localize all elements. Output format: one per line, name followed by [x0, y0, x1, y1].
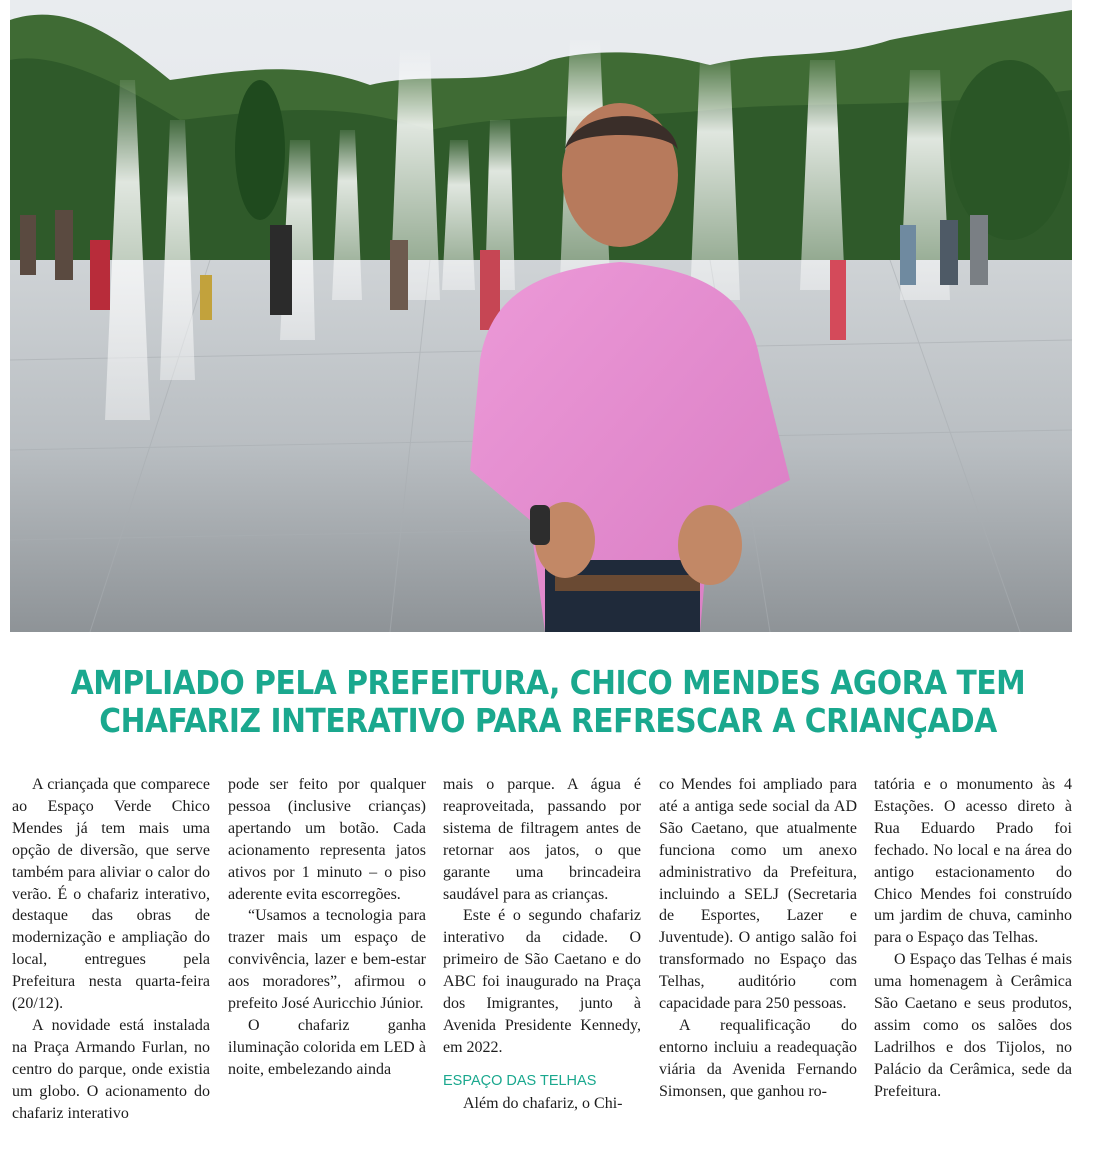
paragraph: Além do chafariz, o Chi-	[463, 1094, 623, 1112]
paragraph: O chafariz ganha iluminação colorida em LED à noite, embelezando ainda	[228, 1016, 426, 1078]
text-column-3	[443, 774, 641, 1115]
paragraph: tatória e o monumento às 4 Estações. O acesso direto à Rua Eduardo Prado foi fechado. No local e na área do antigo estacionamento do Chico Mendes foi construído um jardim de chuva, caminho para o Espaço das Telhas.	[874, 776, 1072, 947]
paragraph: O Espaço das Telhas é mais uma homenagem à Cerâmica São Caetano e seus produtos, assim como os salões dos Ladrilhos e dos Tijolos, no Palácio da Cerâmica, sede da Prefeitura.	[874, 951, 1072, 1100]
paragraph: “Usamos a tecnologia para trazer mais um espaço de convivência, lazer e bem-estar aos moradores”, afirmou o prefeito José Auricchio Júnior.	[228, 907, 426, 1013]
text-column-4	[659, 774, 857, 1103]
text-column-5	[874, 774, 1072, 1103]
section-subheading: ESPAÇO DAS TELHAS	[443, 1072, 597, 1089]
headline-line-1: AMPLIADO PELA PREFEITURA, CHICO MENDES AGORA TEM	[70, 663, 1026, 702]
paragraph: pode ser feito por qualquer pessoa (inclusive crianças) apertando um botão. Cada acionamento representa jatos ativos por 1 minuto – o piso aderente evita escorregões.	[228, 776, 426, 903]
text-column-2	[228, 774, 426, 1081]
paragraph: A criançada que comparece ao Espaço Verde Chico Mendes já tem mais uma opção de diversão, que serve também para aliviar o calor do verão. É o chafariz interativo, destaque das obras de modernização e ampliação do local, entregues pela Prefeitura nesta quarta-feira (20/12).	[12, 776, 210, 1013]
text-column-1	[12, 774, 210, 1125]
article-headline	[55, 664, 1041, 740]
paragraph: mais o parque. A água é reaproveitada, passando por sistema de filtragem antes de retornar aos jatos, o que garante uma brincadeira saudável para as crianças.	[443, 776, 641, 903]
paragraph: co Mendes foi ampliado para até a antiga sede social da AD São Caetano, que atualmente funciona como um anexo administrativo da Prefeitura, incluindo a SELJ (Secretaria de Esportes, Lazer e Juventude). O antigo salão foi transformado no Espaço das Telhas, auditório com capacidade para 250 pessoas.	[659, 776, 857, 1013]
headline-line-2: CHAFARIZ INTERATIVO PARA REFRESCAR A CRIANÇADA	[99, 701, 997, 740]
article-photo	[10, 0, 1072, 632]
paragraph: A novidade está instalada na Praça Armando Furlan, no centro do parque, onde existia um globo. O acionamento do chafariz interativo	[12, 1016, 210, 1122]
paragraph: Este é o segundo chafariz interativo da cidade. O primeiro de São Caetano e do ABC foi inaugurado na Praça dos Imigrantes, junto à Avenida Presidente Kennedy, em 2022.	[443, 907, 641, 1056]
paragraph: A requalificação do entorno incluiu a readequação viária da Avenida Fernando Simonsen, que ganhou ro-	[659, 1016, 857, 1100]
